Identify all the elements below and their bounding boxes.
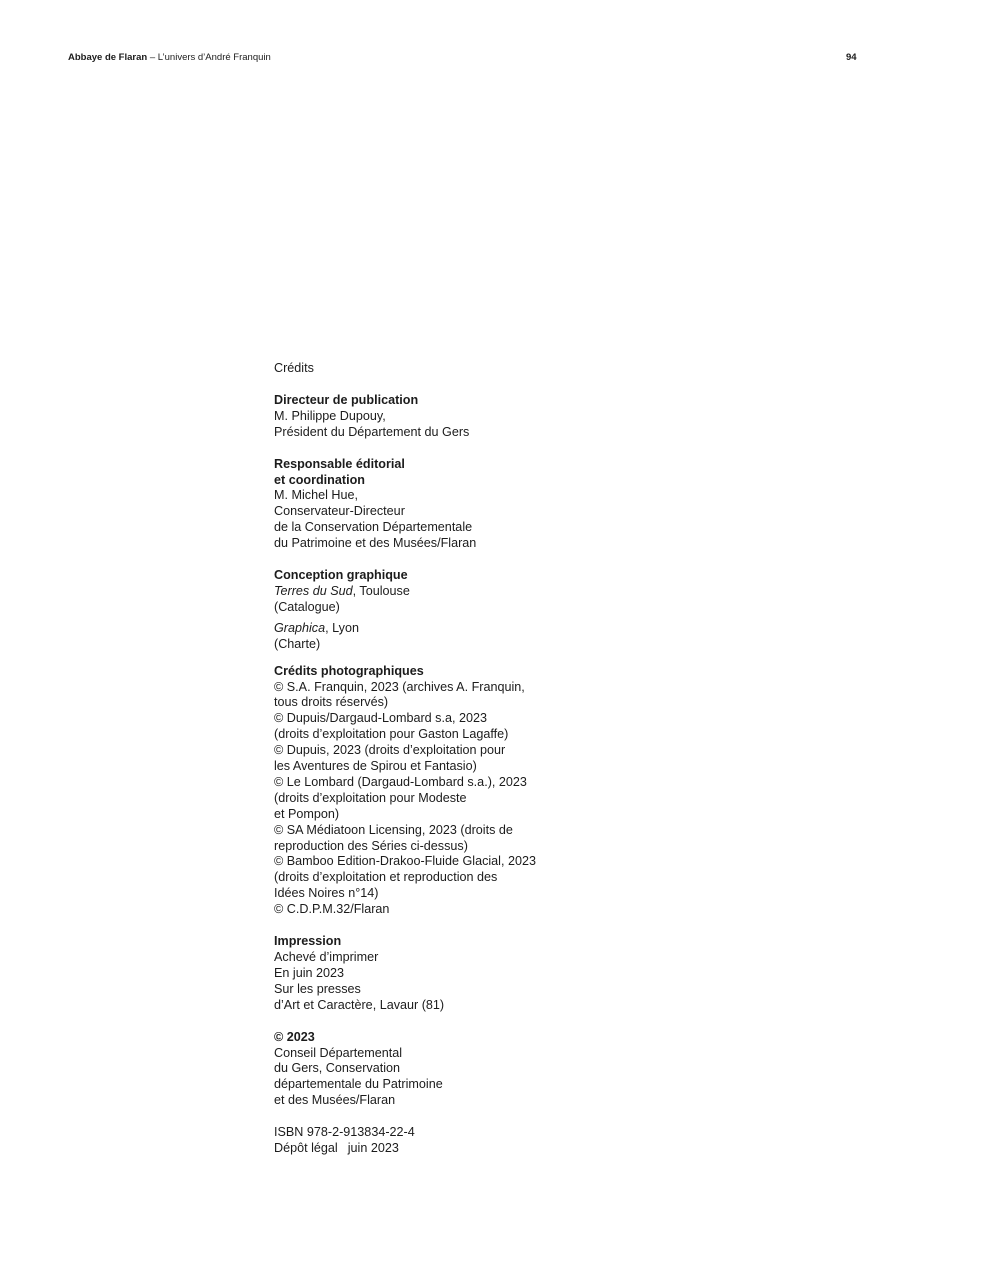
credits-colophon [274,361,604,1157]
photo-credit-line: reproduction des Séries ci-dessus) [274,838,468,853]
editorial-line: M. Michel Hue, [274,488,358,503]
publication-subtitle: – L’univers d’André Franquin [147,52,271,63]
photo-credit-item [274,902,604,918]
editorial-heading: et coordination [274,472,365,487]
designer-note: (Catalogue) [274,599,340,614]
editorial-line: du Patrimoine et des Musées/Flaran [274,536,477,551]
printing-block [274,934,604,1014]
printing-heading: Impression [274,934,342,949]
publication-director-line: Président du Département du Gers [274,424,470,439]
graphic-design-entry [274,621,604,637]
publication-name: Abbaye de Flaran [68,52,148,63]
running-header [68,52,271,64]
printing-line: d’Art et Caractère, Lavaur (81) [274,997,445,1012]
photo-credits-block [274,664,604,919]
photo-credit-line: Idées Noires n°14) [274,886,379,901]
photo-credit-line: © Bamboo Edition-Drakoo-Fluide Glacial, 2023 [274,854,536,869]
editorial-line: de la Conservation Départementale [274,520,473,535]
photo-credit-line: (droits d’exploitation et reproduction des [274,870,498,885]
photo-credits-heading: Crédits photographiques [274,663,424,678]
photo-credit-line: © C.D.P.M.32/Flaran [274,902,390,917]
graphic-design-block [274,568,604,653]
photo-credit-line: © SA Médiatoon Licensing, 2023 (droits de [274,822,513,837]
copyright-line: du Gers, Conservation [274,1061,400,1076]
photo-credit-line: (droits d’exploitation pour Modeste [274,790,467,805]
publication-director-line: M. Philippe Dupouy, [274,408,386,423]
graphic-design-heading: Conception graphique [274,568,408,583]
photo-credit-line: © Le Lombard (Dargaud-Lombard s.a.), 2023 [274,774,527,789]
photo-credit-line: et Pompon) [274,806,340,821]
photo-credit-item [274,854,604,902]
editorial-heading: Responsable éditorial [274,456,405,471]
isbn: ISBN 978-2-913834-22-4 [274,1125,415,1140]
isbn-block [274,1125,604,1157]
publication-director-heading: Directeur de publication [274,392,419,407]
photo-credit-item [274,823,604,855]
photo-credit-item [274,711,604,743]
copyright-block [274,1030,604,1110]
copyright-line: départementale du Patrimoine [274,1077,443,1092]
page-number: 94 [846,52,857,63]
legal-deposit [274,1141,604,1157]
photo-credit-item [274,680,604,712]
graphic-design-entry [274,584,604,600]
editorial-line: Conservateur-Directeur [274,504,405,519]
printing-line: Achevé d’imprimer [274,950,379,964]
publication-director-block [274,393,604,441]
copyright-line: et des Musées/Flaran [274,1093,396,1108]
legal-deposit-date: juin 2023 [347,1141,399,1156]
printing-line: Sur les presses [274,981,361,996]
designer-name: Terres du Sud [274,583,353,598]
photo-credit-item [274,743,604,775]
designer-name: Graphica [274,620,326,635]
photo-credit-line: © S.A. Franquin, 2023 (archives A. Franquin, [274,679,525,694]
credits-title: Crédits [274,361,314,375]
copyright-line: Conseil Départemental [274,1045,403,1060]
legal-deposit-label: Dépôt légal [274,1141,338,1156]
printing-line: En juin 2023 [274,965,345,980]
designer-note: (Charte) [274,636,321,651]
designer-city: , Toulouse [352,583,410,598]
photo-credit-line: © Dupuis/Dargaud-Lombard s.a, 2023 [274,711,487,726]
photo-credit-line: (droits d’exploitation pour Gaston Lagaffe) [274,727,509,742]
photo-credit-line: les Aventures de Spirou et Fantasio) [274,759,477,774]
editorial-block [274,457,604,552]
designer-city: , Lyon [325,620,359,635]
photo-credit-line: © Dupuis, 2023 (droits d’exploitation pour [274,743,506,758]
copyright-heading: © 2023 [274,1029,315,1044]
photo-credit-item [274,775,604,823]
photo-credit-line: tous droits réservés) [274,695,389,710]
